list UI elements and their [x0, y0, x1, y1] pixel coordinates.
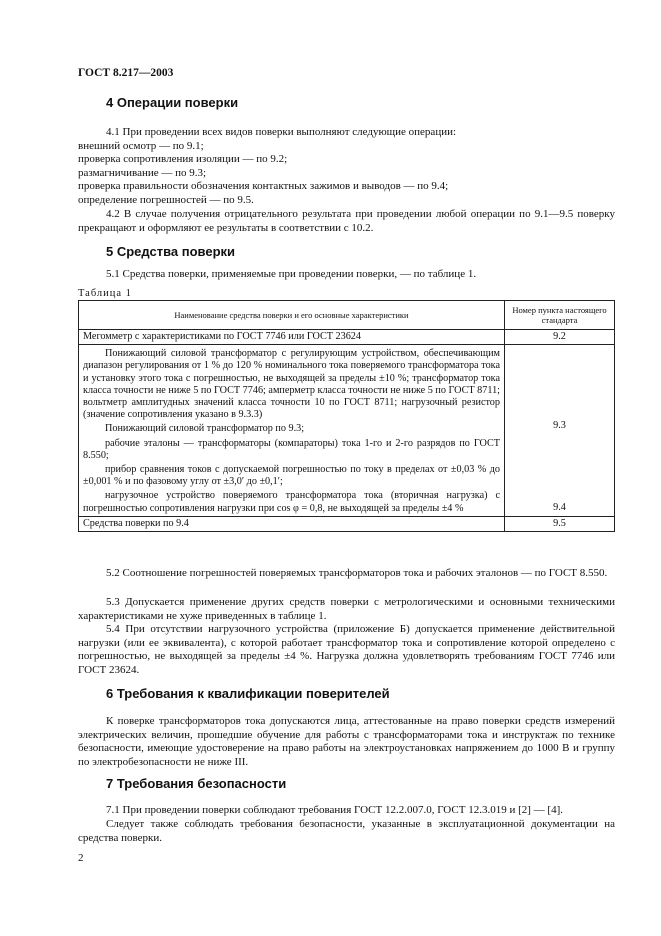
section-5-title: 5 Средства поверки	[106, 244, 236, 259]
paragraph-5-4: 5.4 При отсутствии нагрузочного устройства (приложение Б) допускается применение действительной нагрузки (или ее эквивалента), с которой работает трансформатор тока и сопротивление которой определено с погрешностью, не выходящей за пределы ±4 %. Нагрузка должна удовлетворять требованиям ГОСТ 7746 или ГОСТ 23624.	[78, 623, 615, 676]
table-header-name: Наименование средства поверки и его основные характеристики	[79, 301, 505, 330]
section-4-title: 4 Операции поверки	[106, 95, 239, 110]
table-header-row	[79, 301, 615, 330]
table-subparagraph: прибор сравнения токов с допускаемой погрешностью по току в пределах от ±0,03 % до ±0,001 % и по фазовому углу от ±3,0′ до ±0,1′;	[83, 464, 500, 488]
operation-item: размагничивание — по 9.3;	[78, 166, 207, 179]
table-cell-ref: 9.5	[505, 516, 615, 531]
table-cell-ref	[505, 345, 615, 517]
table-cell-ref: 9.2	[505, 330, 615, 345]
table-row	[79, 345, 615, 517]
table-row	[79, 516, 615, 531]
table-cell-text	[79, 345, 505, 517]
table-subparagraph: нагрузочное устройство поверяемого трансформатора тока (вторичная нагрузка) с погрешностью сопротивления нагрузки при cos φ = 0,8, не выходящей за пределы ±4 %	[83, 490, 500, 514]
paragraph-5-2: 5.2 Соотношение погрешностей поверяемых трансформаторов тока и рабочих эталонов — по ГОСТ 8.550.	[106, 567, 608, 579]
operation-item: определение погрешностей — по 9.5.	[78, 193, 254, 206]
paragraph-4-2: 4.2 В случае получения отрицательного результата при проведении любой операции по 9.1—9.5 поверку прекращают и оформляют ее результаты в соответствии с 10.2.	[78, 208, 615, 234]
table-subparagraph: рабочие эталоны — трансформаторы (компараторы) тока 1-го и 2-го разрядов по ГОСТ 8.550;	[83, 437, 500, 461]
paragraph-7-1b: Следует также соблюдать требования безопасности, указанные в эксплуатационной документации на средства поверки.	[78, 818, 615, 844]
operation-item: внешний осмотр — по 9.1;	[78, 139, 204, 152]
section-4-list	[78, 126, 615, 208]
table-cell-text: Средства поверки по 9.4	[79, 516, 505, 531]
page-number: 2	[78, 852, 84, 864]
operation-item: проверка правильности обозначения контактных зажимов и выводов — по 9.4;	[78, 180, 449, 193]
paragraph-7-1: 7.1 При проведении поверки соблюдают требования ГОСТ 12.2.007.0, ГОСТ 12.3.019 и [2] — [4].	[106, 804, 563, 816]
table-subparagraph: Понижающий силовой трансформатор по 9.3;	[105, 423, 305, 435]
section-7-title: 7 Требования безопасности	[106, 776, 287, 791]
section-6-title: 6 Требования к квалификации поверителей	[106, 686, 390, 701]
paragraph-4-1: 4.1 При проведении всех видов поверки выполняют следующие операции:	[106, 126, 457, 138]
table-subparagraph: Понижающий силовой трансформатор с регулирующим устройством, обеспечивающим диапазон регулирования от 1 % до 120 % номинального тока поверяемого трансформатора тока и установку этого тока с погрешностью, не выходящей за пределы ±10 %; трансформатор тока класса точности не ниже 5 по ГОСТ 7746; амперметр класса точности не ниже 5 по ГОСТ 8711; вольтметр амплитудных значений класса точности 10 по ГОСТ 8711; нагрузочный резистор (значение сопротивления указано в 9.3.3)	[83, 348, 500, 421]
operation-item: проверка сопротивления изоляции — по 9.2;	[78, 153, 288, 166]
table-row	[79, 330, 615, 345]
ref-9-4: 9.4	[553, 501, 566, 513]
table-cell-text: Мегомметр с характеристиками по ГОСТ 7746 или ГОСТ 23624	[79, 330, 505, 345]
table-caption: Таблица 1	[78, 288, 132, 299]
paragraph-5-1: 5.1 Средства поверки, применяемые при проведении поверки, — по таблице 1.	[106, 268, 477, 280]
table-header-ref: Номер пункта настоящего стандарта	[505, 301, 615, 330]
ref-9-3: 9.3	[553, 420, 566, 432]
table-1	[78, 300, 615, 532]
paragraph-5-3: 5.3 Допускается применение других средств поверки с метрологическими и основными техническими характеристиками не хуже приведенных в таблице 1.	[78, 596, 615, 622]
document-header: ГОСТ 8.217—2003	[78, 67, 174, 79]
paragraph-6: К поверке трансформаторов тока допускаются лица, аттестованные на право поверки средств измерений электрических величин, прошедшие обучение для работы с трансформаторами тока и инструктаж по технике безопасности, имеющие удостоверение на право работы на электроустановках напряжением до 1000 В и группу по электробезопасности не ниже III.	[78, 715, 615, 768]
